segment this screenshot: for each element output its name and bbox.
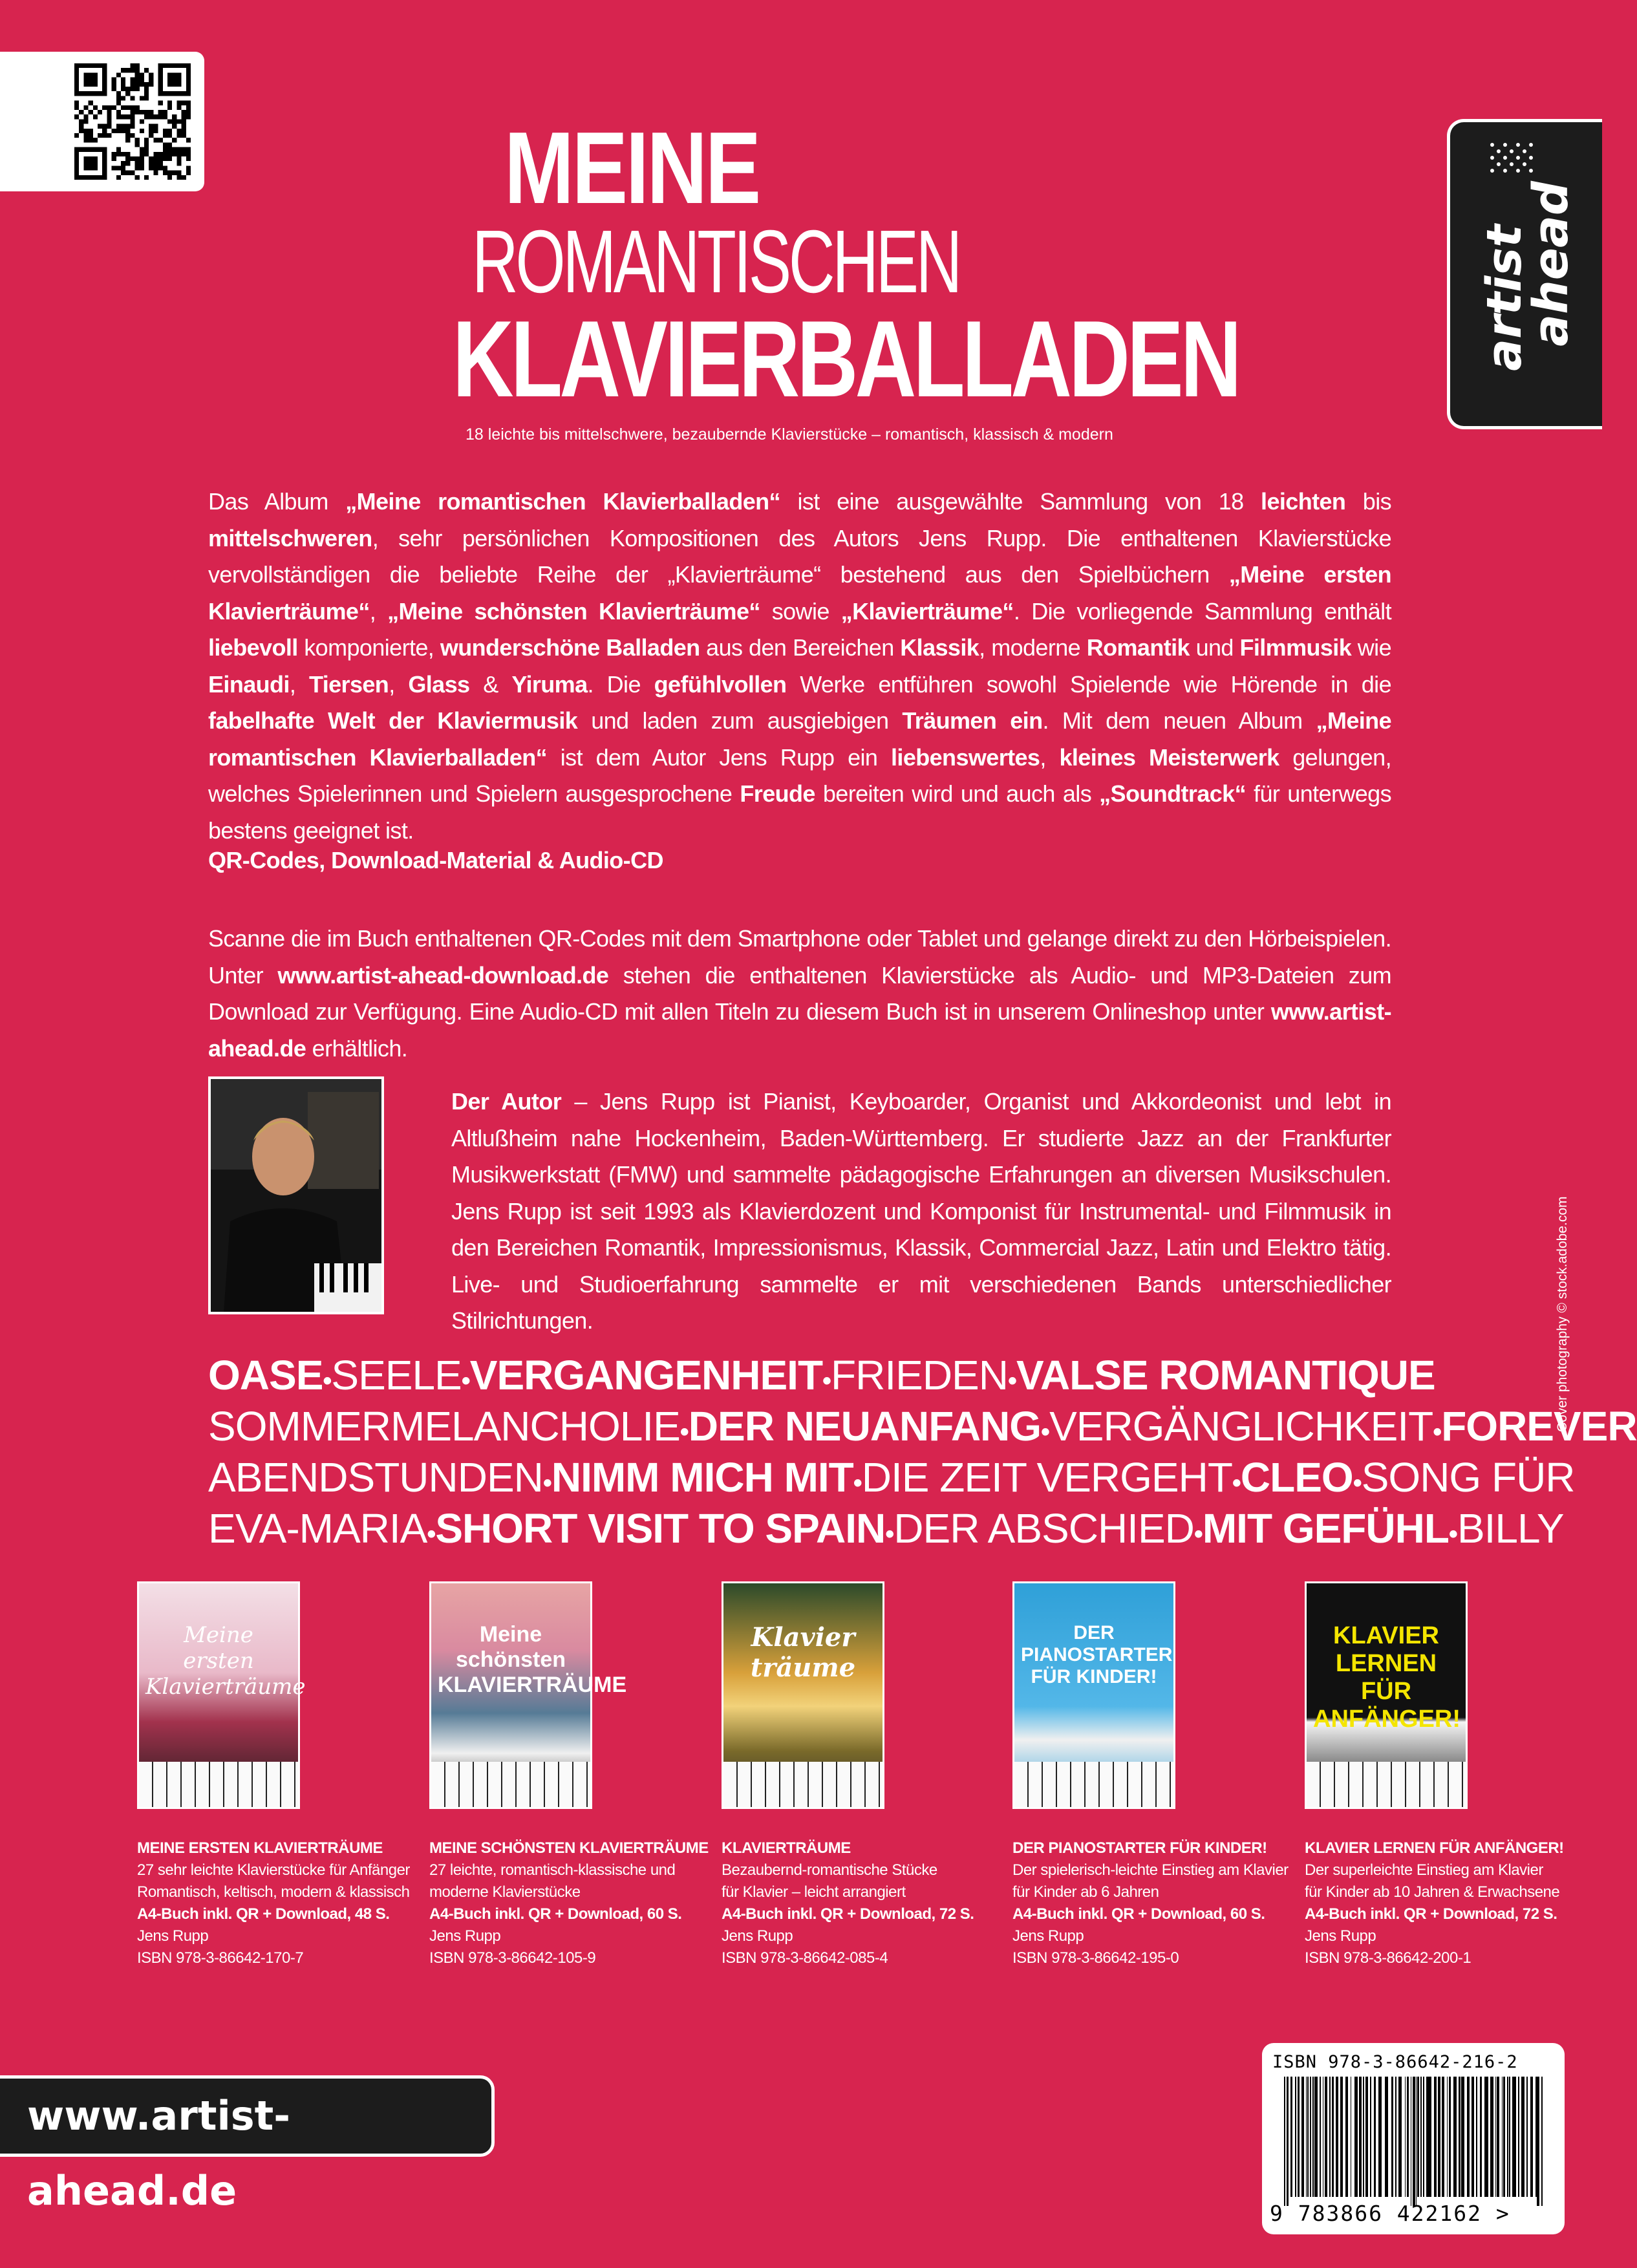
bold-text: Yiruma	[511, 670, 588, 698]
book-cover[interactable]	[429, 1581, 627, 1809]
text-run: erhältlich.	[306, 1034, 408, 1062]
song-title: DIE ZEIT VERGEHT	[861, 1454, 1232, 1501]
text-run: ,	[1040, 744, 1060, 771]
title-line1: MEINE	[504, 111, 759, 225]
book-desc: für Kinder ab 6 Jahren	[1012, 1883, 1159, 1901]
bold-text: fabelhafte Welt der Klaviermusik	[208, 707, 578, 734]
book-isbn: ISBN 978-3-86642-105-9	[429, 1949, 596, 1967]
bullet-separator: •	[679, 1418, 689, 1446]
book-desc: für Klavier – leicht arrangiert	[722, 1883, 906, 1901]
bold-text: liebenswertes	[891, 744, 1040, 771]
book-info	[1305, 1837, 1589, 1969]
song-row	[208, 1403, 1637, 1455]
bold-text: Der Autor	[451, 1088, 562, 1115]
bold-text: Freude	[740, 780, 815, 807]
bold-text: Träumen ein	[902, 707, 1043, 734]
text-run: komponierte,	[297, 634, 440, 661]
piano-keys-graphic	[431, 1762, 590, 1807]
text-run: sowie	[760, 597, 841, 625]
bold-text: leichten	[1261, 488, 1346, 515]
bullet-separator: •	[1353, 1469, 1362, 1497]
bullet-separator: •	[1007, 1367, 1016, 1395]
song-title: SONG FÜR	[1361, 1454, 1575, 1501]
bold-text: wunderschöne Balladen	[440, 634, 700, 661]
author-photo	[208, 1076, 384, 1314]
book-desc: für Kinder ab 10 Jahren & Erwachsene	[1305, 1883, 1560, 1901]
qr-section-heading: QR-Codes, Download-Material & Audio-CD	[208, 847, 663, 873]
book-title-label: KLAVIERTRÄUME	[722, 1839, 851, 1857]
bullet-separator: •	[1041, 1418, 1050, 1446]
book-format: A4-Buch inkl. QR + Download, 60 S.	[429, 1905, 682, 1923]
bold-text: Filmmusik	[1239, 634, 1352, 661]
song-title: ABENDSTUNDEN	[208, 1454, 543, 1501]
bold-text: www.artist-ahead.de	[208, 998, 1391, 1062]
text-run: Werke entführen sowohl Spielende wie Hörende in die	[786, 670, 1391, 698]
bold-text: Einaudi	[208, 670, 290, 698]
bold-text: gefühlvollen	[654, 670, 787, 698]
author-bio	[451, 1084, 1391, 1340]
book-info	[722, 1837, 1006, 1969]
book-format: A4-Buch inkl. QR + Download, 72 S.	[1305, 1905, 1557, 1923]
book-title-label: KLAVIER LERNEN FÜR ANFÄNGER!	[1305, 1839, 1564, 1857]
song-title: SEELE	[331, 1352, 462, 1398]
text-run: und laden zum ausgiebigen	[577, 707, 903, 734]
qr-paragraph	[208, 921, 1391, 1067]
song-title: FRIEDEN	[831, 1352, 1008, 1398]
qr-code[interactable]	[74, 63, 191, 180]
bold-text: Tiersen	[308, 670, 389, 698]
book-title-label: MEINE SCHÖNSTEN KLAVIERTRÄUME	[429, 1839, 709, 1857]
song-title: OASE	[208, 1352, 323, 1398]
bold-text: Glass	[408, 670, 470, 698]
book-info	[429, 1837, 714, 1969]
logo-line1: artist	[1477, 224, 1532, 371]
bullet-separator: •	[427, 1520, 436, 1548]
book-cover[interactable]	[1012, 1581, 1175, 1809]
bullet-separator: •	[885, 1520, 894, 1548]
title-line3: KLAVIERBALLADEN	[453, 298, 1239, 420]
bullet-separator: •	[1433, 1418, 1442, 1446]
text-run: ist dem Autor Jens Rupp ein	[547, 744, 892, 771]
book-author: Jens Rupp	[429, 1927, 501, 1945]
text-run: gelungen, welches Spielerinnen und Spielern ausgesprochene	[208, 744, 1391, 807]
book-info	[1012, 1837, 1297, 1969]
text-run: . Mit dem neuen Album	[1042, 707, 1316, 734]
song-title: VERGÄNGLICHKEIT	[1049, 1403, 1433, 1450]
bullet-separator: •	[461, 1367, 470, 1395]
bullet-separator: •	[853, 1469, 862, 1497]
bullet-separator: •	[1193, 1520, 1203, 1548]
book-isbn: ISBN 978-3-86642-195-0	[1012, 1949, 1179, 1967]
book-format: A4-Buch inkl. QR + Download, 72 S.	[722, 1905, 974, 1923]
bullet-separator: •	[1448, 1520, 1457, 1548]
logo-line2: ahead	[1523, 181, 1579, 347]
text-run: , sehr persönlichen Kompositionen des Autors Jens Rupp. Die enthaltenen Klavierstücke vervollständigen die beliebte Reihe der „Klavierträume“ bestehend aus den Spielbüchern	[208, 524, 1391, 588]
bold-text: Klassik	[900, 634, 979, 661]
book-format: A4-Buch inkl. QR + Download, 60 S.	[1012, 1905, 1265, 1923]
book-desc: 27 sehr leichte Klavierstücke für Anfänger	[137, 1861, 410, 1879]
text-run: ,	[369, 597, 388, 625]
bold-text: „Meine schönsten Klavierträume“	[387, 597, 760, 625]
bold-text: kleines Meisterwerk	[1059, 744, 1279, 771]
book-format: A4-Buch inkl. QR + Download, 48 S.	[137, 1905, 390, 1923]
text-run: bereiten wird und auch als	[815, 780, 1100, 807]
book-isbn: ISBN 978-3-86642-200-1	[1305, 1949, 1471, 1967]
song-title: CLEO	[1240, 1454, 1353, 1501]
piano-keys-graphic	[1014, 1762, 1173, 1807]
text-run: Das Album	[208, 488, 346, 515]
piano-keys-graphic	[139, 1762, 298, 1807]
title-line2: ROMANTISCHEN	[472, 212, 960, 312]
song-title: SOMMERMELANCHOLIE	[208, 1403, 680, 1450]
book-cover-title: DER PIANOSTARTER FÜR KINDER!	[1021, 1622, 1173, 1687]
text-run: ist eine ausgewählte Sammlung von 18	[780, 488, 1261, 515]
barcode-digits: 9 783866 422162 >	[1270, 2201, 1510, 2226]
song-row	[208, 1352, 1435, 1404]
song-list	[208, 1352, 1637, 1557]
piano-keys-graphic	[1307, 1762, 1466, 1807]
book-author: Jens Rupp	[1305, 1927, 1376, 1945]
text-run: wie	[1351, 634, 1391, 661]
piano-keys-graphic	[723, 1762, 883, 1807]
bold-text: „Klavierträume“	[840, 597, 1014, 625]
song-row	[208, 1505, 1564, 1557]
book-title-label: DER PIANOSTARTER FÜR KINDER!	[1012, 1839, 1267, 1857]
book-cover-title: Meine ersten Klavierträume	[145, 1622, 306, 1700]
text-run: . Die vorliegende Sammlung enthält	[1013, 597, 1391, 625]
song-title: NIMM MICH MIT	[551, 1454, 853, 1501]
isbn-barcode	[1262, 2043, 1565, 2234]
text-run: ,	[289, 670, 309, 698]
bold-text: mittelschweren	[208, 524, 372, 551]
book-title-label: MEINE ERSTEN KLAVIERTRÄUME	[137, 1839, 383, 1857]
song-row	[208, 1454, 1575, 1506]
book-desc: moderne Klavierstücke	[429, 1883, 581, 1901]
logo-dots-icon	[1489, 142, 1534, 174]
text-run: ,	[389, 670, 409, 698]
book-cover[interactable]	[1305, 1581, 1468, 1809]
text-run: stehen die enthaltenen Klavierstücke als Audio- und MP3-Dateien zum Download zur Verfügung. Eine Audio-CD mit allen Titeln zu diesem Buch ist in unserem Onlineshop unter	[208, 961, 1392, 1025]
bullet-separator: •	[323, 1367, 332, 1395]
song-title: SHORT VISIT TO SPAIN	[435, 1505, 886, 1552]
book-desc: Bezaubernd-romantische Stücke	[722, 1861, 937, 1879]
book-cover-title: Meine schönsten KLAVIERTRÄUME	[438, 1622, 627, 1697]
subtitle: 18 leichte bis mittelschwere, bezaubernde Klavierstücke – romantisch, klassisch & modern	[465, 425, 1113, 444]
intro-paragraph	[208, 484, 1391, 849]
website-tag[interactable]: www.artist-ahead.de	[0, 2075, 495, 2157]
song-title: DER NEUANFANG	[688, 1403, 1042, 1450]
bullet-separator: •	[822, 1367, 831, 1395]
bold-text: „Soundtrack“	[1099, 780, 1246, 807]
book-cover[interactable]	[722, 1581, 884, 1809]
book-author: Jens Rupp	[722, 1927, 793, 1945]
song-title: BILLY	[1457, 1505, 1564, 1552]
book-isbn: ISBN 978-3-86642-085-4	[722, 1949, 888, 1967]
book-cover-title: Klavier träume	[750, 1622, 856, 1683]
book-desc: Der superleichte Einstieg am Klavier	[1305, 1861, 1543, 1879]
song-title: MIT GEFÜHL	[1202, 1505, 1449, 1552]
bold-text: www.artist-ahead-download.de	[277, 961, 609, 989]
book-desc: 27 leichte, romantisch-klassische und	[429, 1861, 676, 1879]
book-desc: Romantisch, keltisch, modern & klassisch	[137, 1883, 410, 1901]
bullet-separator: •	[1232, 1469, 1241, 1497]
book-cover-title: KLAVIER LERNEN FÜR ANFÄNGER!	[1313, 1622, 1460, 1733]
bold-text: liebevoll	[208, 634, 298, 661]
book-title	[453, 111, 1239, 420]
isbn-label: ISBN 978-3-86642-216-2	[1272, 2052, 1518, 2072]
book-desc: Der spielerisch-leichte Einstieg am Klavier	[1012, 1861, 1289, 1879]
barcode-bars	[1284, 2077, 1543, 2206]
photo-credit: Cover photography © stock.adobe.com	[1555, 1196, 1570, 1432]
artist-ahead-logo	[1447, 119, 1602, 429]
song-title: VERGANGENHEIT	[469, 1352, 823, 1398]
text-run: und	[1189, 634, 1240, 661]
book-cover[interactable]	[137, 1581, 306, 1809]
bold-text: „Meine romantischen Klavierballaden“	[345, 488, 780, 515]
song-title: FOREVER	[1441, 1403, 1637, 1450]
text-run: Scanne die im Buch enthaltenen QR-Codes mit dem Smartphone oder Tablet und gelange direkt zu den Hörbeispielen. Unter	[208, 925, 1391, 989]
text-run: &	[469, 670, 512, 698]
book-author: Jens Rupp	[137, 1927, 209, 1945]
song-title: DER ABSCHIED	[893, 1505, 1194, 1552]
song-title: EVA-MARIA	[208, 1505, 427, 1552]
bold-text: „Meine ersten Klavierträume“	[208, 561, 1391, 625]
text-run: , moderne	[979, 634, 1087, 661]
book-isbn: ISBN 978-3-86642-170-7	[137, 1949, 304, 1967]
book-info	[137, 1837, 422, 1969]
song-title: VALSE ROMANTIQUE	[1016, 1352, 1435, 1398]
text-run: aus den Bereichen	[700, 634, 901, 661]
text-run: . Die	[587, 670, 654, 698]
bold-text: „Meine romantischen Klavierballaden“	[208, 707, 1391, 771]
text-run: bis	[1345, 488, 1391, 515]
bullet-separator: •	[542, 1469, 551, 1497]
text-run: – Jens Rupp ist Pianist, Keyboarder, Organist und Akkordeonist und lebt in Altlußheim nahe Hockenheim, Baden-Württemberg. Er studierte Jazz an der Frankfurter Musikwerkstatt (FMW) und sammelte pädagogische Erfahrungen an diversen Musikschulen. Jens Rupp ist seit 1993 als Klavierdozent und Komponist für Instrumental- und Filmmusik in den Bereichen Romantik, Impressionismus, Klassik, Commercial Jazz, Latin und Elektro tätig. Live- und Studioerfahrung sammelte er mit verschiedenen Bands unterschiedlicher Stilrichtungen.	[451, 1088, 1391, 1334]
text-run: für unterwegs bestens geeignet ist.	[208, 780, 1391, 844]
bold-text: Romantik	[1086, 634, 1190, 661]
book-author: Jens Rupp	[1012, 1927, 1084, 1945]
